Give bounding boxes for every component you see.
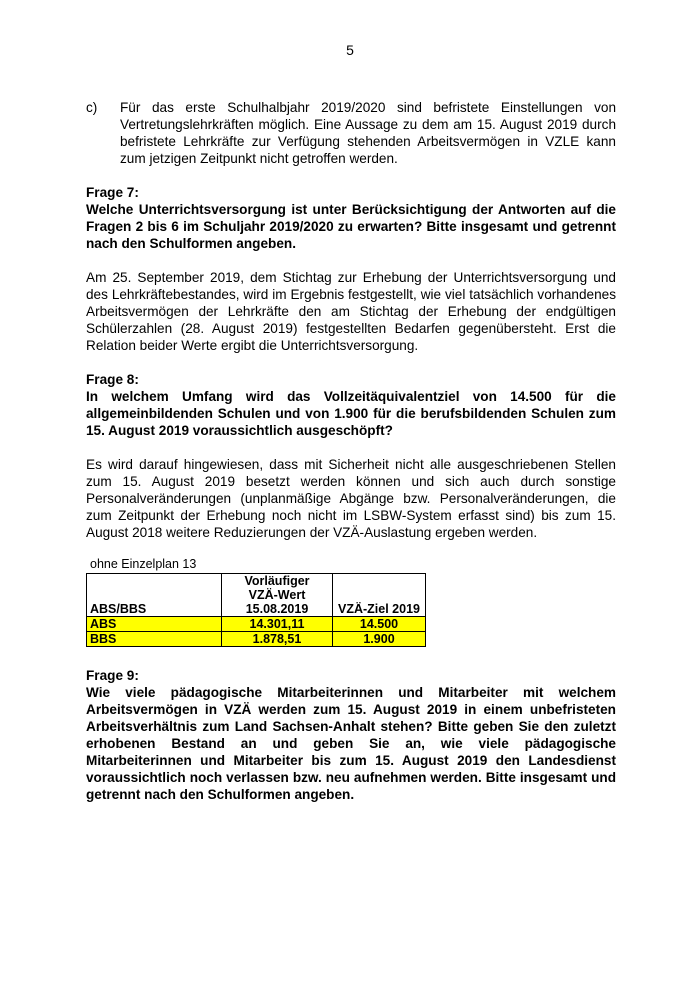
header-line: Vorläufiger: [244, 574, 310, 588]
header-line: VZÄ-Wert: [248, 588, 306, 602]
table-caption: ohne Einzelplan 13: [90, 557, 197, 571]
row-target: 1.900: [333, 632, 426, 647]
frage9-question: Wie viele pädagogische Mitarbeiterinnen und Mitarbeiter mit welchem Arbeitsvermögen in VZÄ werden zum 15. August 2019 in einem unbefristeten Arbeitsverhältnis zum Land Sachsen-Anhalt stehen? Bitte geben Sie den zuletzt erhobenen Bestand an und geben Sie an, wie viele pädagogische Mitarbeiterinnen und Mitarbeiter bis zum 15. August 2019 den Landesdienst voraussichtlich noch verlassen bzw. neu aufnehmen werden. Bitte insgesamt und getrennt nach den Schulformen angeben.: [86, 685, 616, 802]
frage8-heading: Frage 8:: [86, 372, 139, 387]
row-target: 14.500: [333, 617, 426, 632]
table-row: [87, 617, 426, 632]
row-label: ABS: [87, 617, 222, 632]
frage7-heading: Frage 7:: [86, 185, 139, 200]
vza-table: [86, 573, 426, 647]
list-item-c: [86, 99, 616, 167]
frage8-answer: Es wird darauf hingewiesen, dass mit Sicherheit nicht alle ausgeschriebenen Stellen zum 15. August 2019 besetzt werden können und sich auch durch sonstige Personalveränderungen (unplanmäßige Abgänge bzw. Personalveränderungen, die zum Zeitpunkt der Erhebung noch nicht im LSBW-System erfasst sind) bis zum 15. August 2018 weitere Reduzierungen der VZÄ-Auslastung ergeben werden.: [86, 457, 616, 540]
list-item-text: Für das erste Schulhalbjahr 2019/2020 sind befristete Einstellungen von Vertretungslehrkräften möglich. Eine Aussage zu dem am 15. August 2019 durch befristete Lehrkräfte zur Verfügung stehenden Arbeitsvermögen in VZLE kann zum jetzigen Zeitpunkt nicht getroffen werden.: [120, 100, 616, 166]
row-label: BBS: [87, 632, 222, 647]
table-header-row: [87, 574, 426, 617]
table-row: [87, 632, 426, 647]
document-body: [86, 99, 616, 803]
header-abs-bbs: ABS/BBS: [87, 574, 222, 617]
header-vorlaeufiger-vza-wert: [222, 574, 333, 617]
frage9-heading: Frage 9:: [86, 668, 139, 683]
frage7-answer: Am 25. September 2019, dem Stichtag zur Erhebung der Unterrichtsversorgung und des Lehrkräftebestandes, wird im Ergebnis festgestellt, wie viel tatsächlich vorhandenes Arbeitsvermögen der Lehrkräfte den am Stichtag der Erhebung der endgültigen Schülerzahlen (28. August 2019) festgestellten Bedarfen gegenübersteht. Erst die Relation beider Werte ergibt die Unterrichtsversorgung.: [86, 270, 616, 353]
row-value: 1.878,51: [222, 632, 333, 647]
header-vza-ziel: VZÄ-Ziel 2019: [333, 574, 426, 617]
header-line: 15.08.2019: [245, 602, 309, 616]
frage7-question: Welche Unterrichtsversorgung ist unter Berücksichtigung der Antworten auf die Fragen 2 bis 6 im Schuljahr 2019/2020 zu erwarten? Bitte insgesamt und getrennt nach den Schulformen angeben.: [86, 202, 616, 251]
row-value: 14.301,11: [222, 617, 333, 632]
list-marker: c): [86, 100, 98, 115]
page-number: 5: [346, 42, 354, 58]
frage8-question: In welchem Umfang wird das Vollzeitäquivalentziel von 14.500 für die allgemeinbildenden Schulen und von 1.900 für die berufsbildenden Schulen zum 15. August 2019 voraussichtlich ausgeschöpft?: [86, 389, 616, 438]
